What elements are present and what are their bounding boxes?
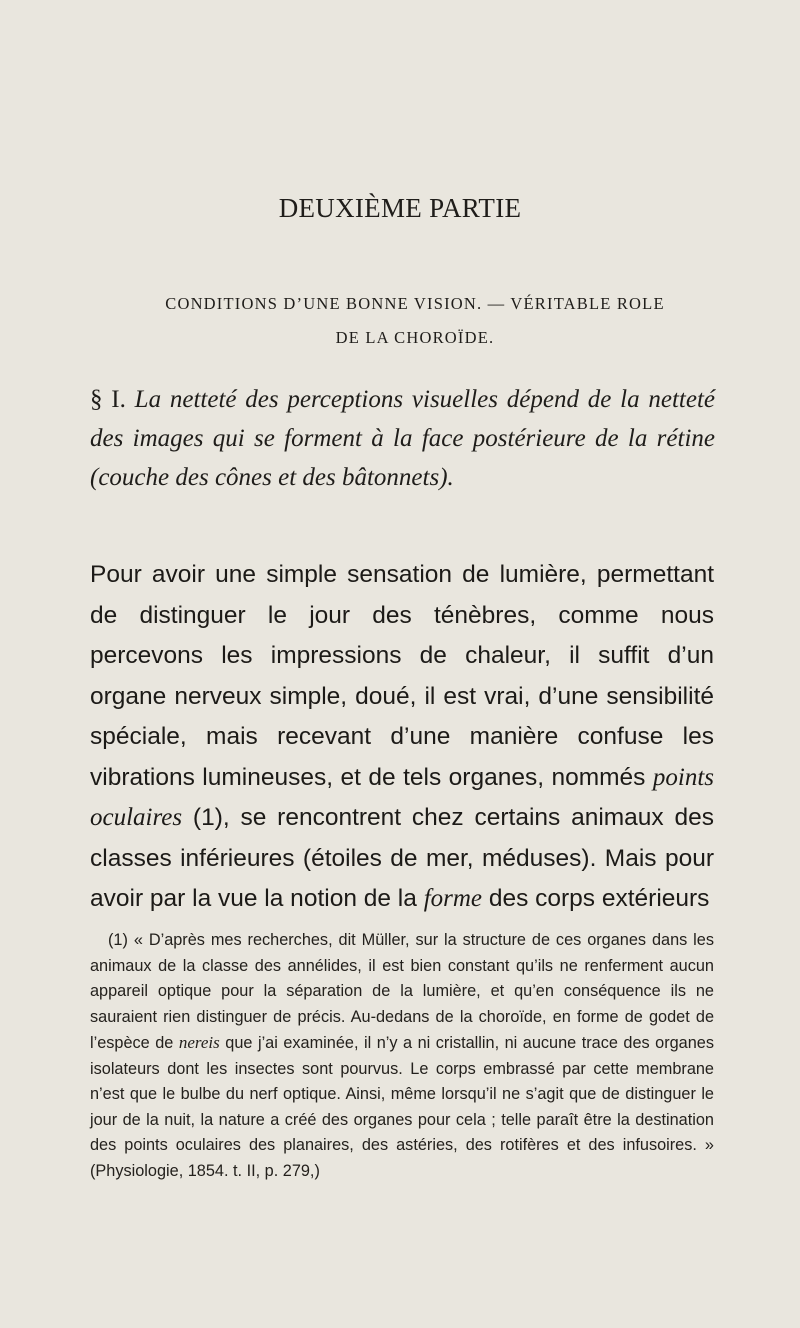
section-heading xyxy=(90,380,715,497)
section-number: § I. xyxy=(90,386,126,413)
body-text-part-2: (1), se rencontrent chez certains animaux des classes inférieures (étoiles de mer, méduses). Mais pour avoir par la vue la notion de la xyxy=(90,804,714,912)
footnote-emphasis-nereis: nereis xyxy=(178,1033,220,1052)
body-text-part-3: des corps extérieurs xyxy=(482,885,710,912)
footnote xyxy=(90,928,714,1184)
body-emphasis-points-oculaires: points oculaires xyxy=(90,763,714,831)
section-title: La netteté des perceptions visuelles dépend de la netteté des images qui se forment à la face postérieure de la rétine (couche des cônes et des bâtonnets). xyxy=(90,386,716,491)
chapter-title xyxy=(135,287,695,355)
chapter-title-line-2: DE LA CHOROÏDE. xyxy=(335,328,495,347)
chapter-title-line-1: CONDITIONS D’UNE BONNE VISION. — VÉRITABLE ROLE xyxy=(165,294,665,313)
footnote-text-part-2: que j’ai examinée, il n’y a ni cristallin, ni aucune trace des organes isolateurs dont les insectes sont pourvus. Le corps embrassé par cette membrane n’est que le bulbe du nerf optique. Ainsi, même lorsqu’il ne s’agit que de distinguer le jour de la nuit, la nature a créé des organes pour cela ; telle paraît être la destination des points oculaires des planaires, des astéries, des rotifères et des infusoires. » (Physiologie, 1854. t. II, p. 279,) xyxy=(90,1034,714,1180)
body-paragraph xyxy=(90,555,714,920)
part-title: DEUXIÈME PARTIE xyxy=(278,193,522,223)
body-emphasis-forme: forme xyxy=(423,885,483,912)
footnote-text-part-1: « D’après mes recherches, dit Müller, sur la structure de ces organes dans les animaux de la classe des annélides, il est bien constant qu’ils ne renferment aucun appareil optique pour la séparation de la lumière, et qu’en conséquence ils ne sauraient rien distinguer de précis. Au-dedans de la choroïde, en forme de godet de l’espèce de xyxy=(90,931,714,1052)
body-text-part-1: Pour avoir une simple sensation de lumière, permettant de distinguer le jour des ténèbres, comme nous percevons les impressions de chaleur, il suffit d’un organe nerveux simple, doué, il est vrai, d’une sensibilité spéciale, mais recevant d’une manière confuse les vibrations lumineuses, et de tels organes, nommés xyxy=(90,561,714,791)
footnote-marker: (1) xyxy=(108,931,128,949)
